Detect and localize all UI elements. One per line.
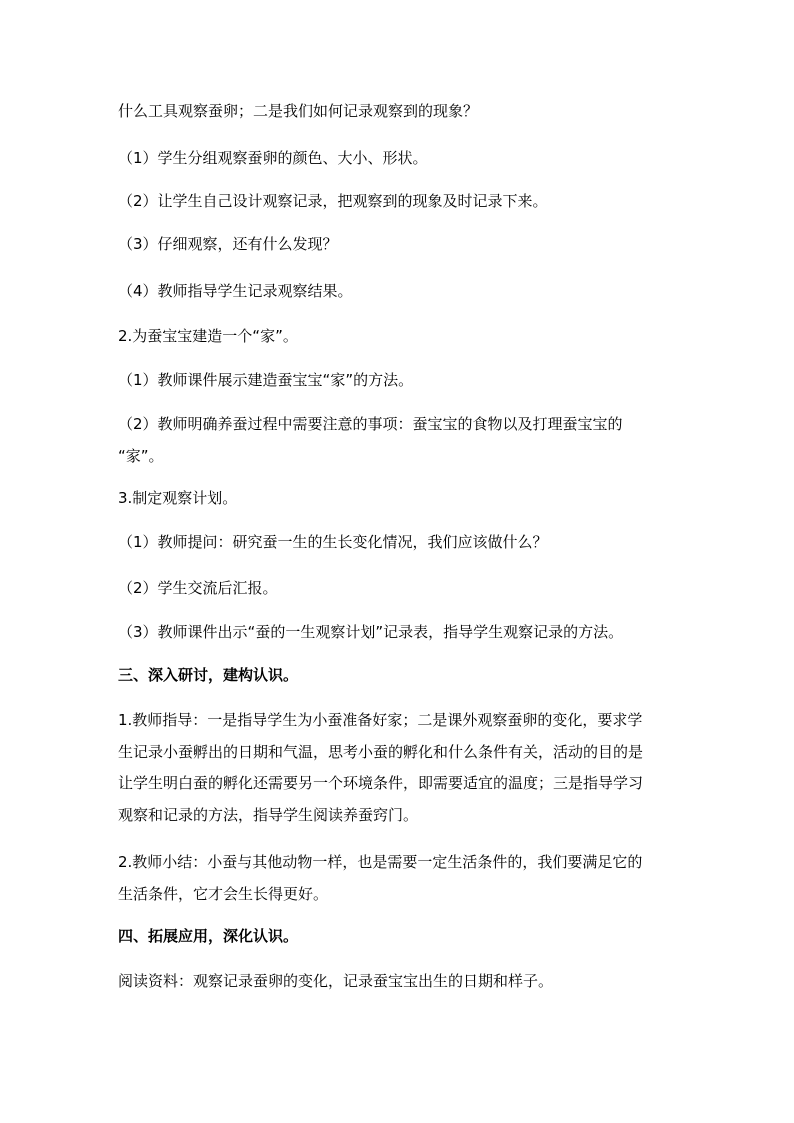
- list-item: （3）仔细观察，还有什么发现？: [118, 235, 338, 253]
- paragraph-text: 阅读资料：观察记录蚕卵的变化，记录蚕宝宝出生的日期和样子。: [118, 972, 554, 990]
- section-heading: 四、拓展应用，深化认识。: [118, 927, 299, 945]
- list-item: （2）学生交流后汇报。: [118, 579, 278, 597]
- text-line: 2.教师小结：小蚕与其他动物一样，也是需要一定生活条件的，我们要满足它的: [118, 853, 643, 871]
- text-line: 生活条件，它才会生长得更好。: [118, 884, 329, 903]
- list-item: （4）教师指导学生记录观察结果。: [118, 282, 353, 300]
- paragraph-text: [118, 847, 678, 910]
- list-item: （2）让学生自己设计观察记录，把观察到的现象及时记录下来。: [118, 192, 548, 210]
- text-line: 观察和记录的方法，指导学生阅读养蚕窍门。: [118, 805, 419, 824]
- text-line: （2）教师明确养蚕过程中需要注意的事项：蚕宝宝的食物以及打理蚕宝宝的: [118, 415, 623, 433]
- text-line: 让学生明白蚕的孵化还需要另一个环境条件，即需要适宜的温度；三是指导学习: [118, 774, 644, 792]
- list-item: （1）学生分组观察蚕卵的颜色、大小、形状。: [118, 149, 428, 167]
- list-item: （3）教师课件出示“蚕的一生观察计划”记录表，指导学生观察记录的方法。: [118, 623, 624, 641]
- list-item: [118, 409, 678, 472]
- text-line: 生记录小蚕孵出的日期和气温，思考小蚕的孵化和什么条件有关，活动的目的是: [118, 742, 644, 761]
- section-subheading: 2.为蚕宝宝建造一个“家”。: [118, 327, 298, 345]
- paragraph-text: [118, 705, 678, 831]
- list-item: （1）教师课件展示建造蚕宝宝“家”的方法。: [118, 371, 414, 389]
- text-line: 1.教师指导：一是指导学生为小蚕准备好家；二是课外观察蚕卵的变化，要求学: [118, 711, 643, 729]
- list-item: （1）教师提问：研究蚕一生的生长变化情况，我们应该做什么？: [118, 533, 548, 551]
- section-heading: 三、深入研讨，建构认识。: [118, 666, 299, 684]
- text-line: “家”。: [118, 446, 164, 465]
- paragraph-text: 什么工具观察蚕卵；二是我们如何记录观察到的现象？: [118, 102, 479, 120]
- section-subheading: 3.制定观察计划。: [118, 489, 238, 507]
